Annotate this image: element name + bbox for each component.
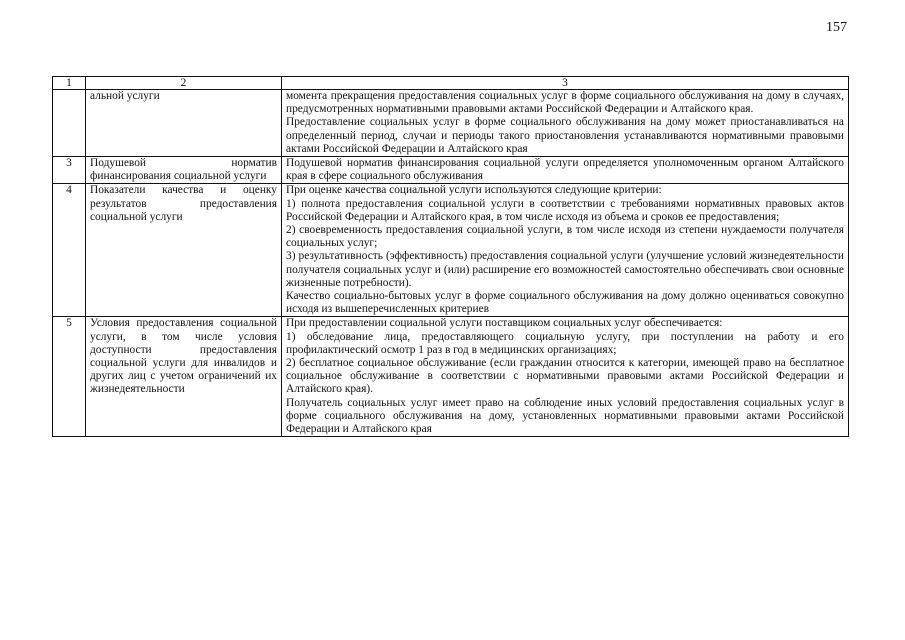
paragraph: Предоставление социальных услуг в форме социального обслуживания на дому может приостанавливаться на определенный период, случаи и периоды такого приостановления устанавливаются нормативными правовыми актами Российской Федерации и Алтайского края	[286, 116, 844, 155]
row-description	[282, 157, 849, 184]
paragraph: Получатель социальных услуг имеет право на соблюдение иных условий предоставления социальных услуг в форме социального обслуживания на дому, установленных нормативными правовыми актами Российской Федерации и Алтайского края	[286, 396, 844, 436]
row-description	[282, 90, 849, 157]
column-header: 2	[86, 77, 282, 90]
paragraph: Подушевой норматив финансирования социальной услуги определяется уполномоченным органом Алтайского края в сфере социального обслуживания	[286, 157, 844, 183]
row-name: альной услуги	[86, 90, 282, 157]
column-header: 3	[282, 77, 849, 90]
column-header: 1	[53, 77, 86, 90]
paragraph: момента прекращения предоставления социальных услуг в форме социального обслуживания на дому в случаях, предусмотренных нормативными правовыми актами Российской Федерации и Алтайского края.	[286, 90, 844, 116]
table-row	[53, 157, 849, 184]
services-table	[52, 76, 849, 437]
row-description	[282, 317, 849, 437]
paragraph: При предоставлении социальной услуги поставщиком социальных услуг обеспечивается:	[286, 317, 723, 330]
row-name: Подушевой норматив финансирования социальной услуги	[86, 157, 282, 184]
row-number: 5	[53, 317, 86, 437]
paragraph: 2) своевременность предоставления социальной услуги, в том числе исходя из степени нуждаемости получателя социальных услуг;	[286, 224, 844, 250]
table-row	[53, 317, 849, 437]
paragraph: 3) результативность (эффективность) предоставления социальной услуги (улучшение условий жизнедеятельности получателя социальных услуг и (или) расширение его возможностей самостоятельно обеспечивать свои основные жизненные потребности).	[286, 250, 844, 289]
paragraph: Качество социально-бытовых услуг в форме социального обслуживания на дому должно оцениваться совокупно исходя из вышеперечисленных критериев	[286, 290, 844, 316]
row-name: Условия предоставления социальной услуги, в том числе условия доступности предоставления социальной услуги для инвалидов и других лиц с учетом ограничений их жизнедеятельности	[86, 317, 282, 437]
paragraph: 2) бесплатное социальное обслуживание (если гражданин относится к категории, имеющей право на бесплатное социальное обслуживание в соответствии с нормативными правовыми актами Российской Федерации и Алтайского края).	[286, 357, 844, 396]
row-description	[282, 184, 849, 317]
table-header-row	[53, 77, 849, 90]
paragraph: 1) обследование лица, предоставляющего социальную услугу, при поступлении на работу и его профилактический осмотр 1 раз в год в медицинских организациях;	[286, 330, 844, 356]
row-number: 4	[53, 184, 86, 317]
row-number	[53, 90, 86, 157]
table-row	[53, 90, 849, 157]
row-name: Показатели качества и оценку результатов предоставления социальной услуги	[86, 184, 282, 317]
page-number: 157	[826, 20, 847, 35]
row-number: 3	[53, 157, 86, 184]
table-row	[53, 184, 849, 317]
paragraph: При оценке качества социальной услуги используются следующие критерии:	[286, 184, 662, 197]
paragraph: 1) полнота предоставления социальной услуги в соответствии с требованиями нормативных правовых актов Российской Федерации и Алтайского края, в том числе исходя из объема и сроков ее предоставления;	[286, 197, 844, 223]
